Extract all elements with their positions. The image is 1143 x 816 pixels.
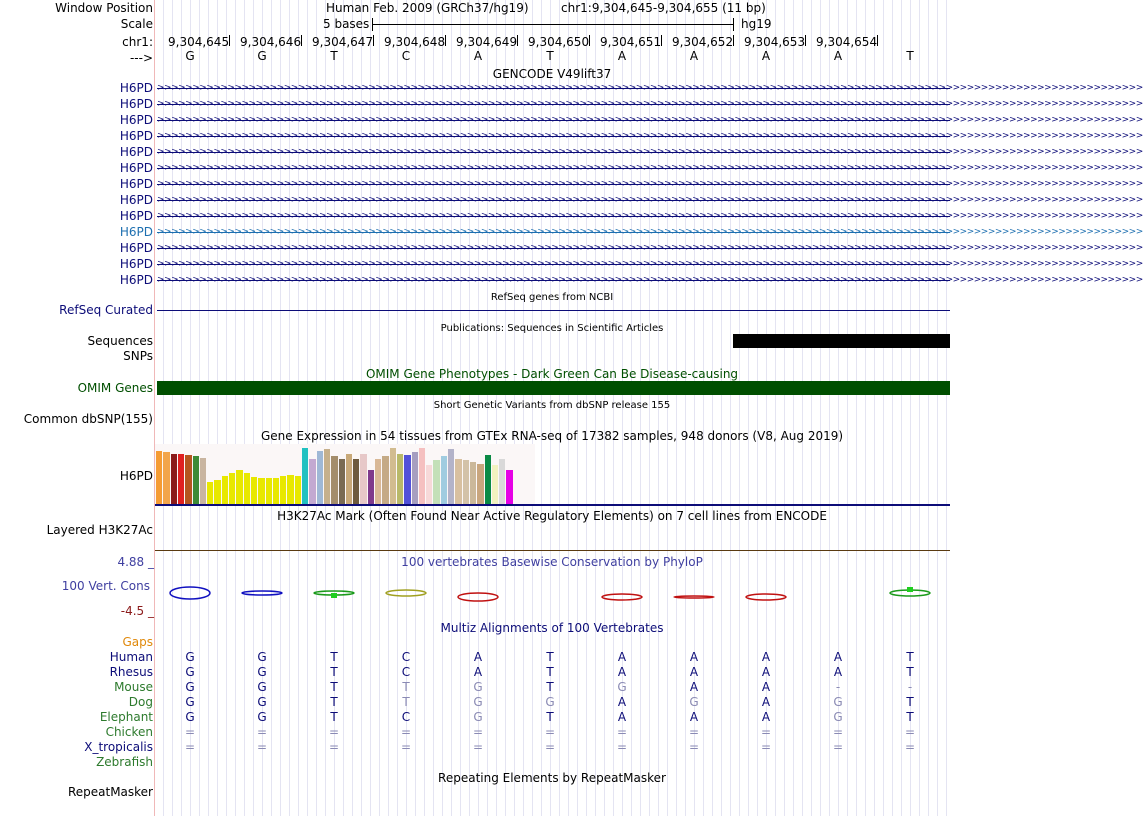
- gtex-tissue-bar[interactable]: [441, 456, 447, 504]
- gencode-strand-arrows: >>>>>>>>>>>>>>>>>>>>>>>>>>>>>>>>>>>>>>>>>>>>>>>>>>>>>>>>>>>>>>>>>>>>>>>>>>>>>>>>>>>>>>>>>>>>>>>>>>>>>>>>>>>>>>>>>>>>>>>>>>>>>>>>>>>>>>>>>>>>: [157, 163, 1143, 173]
- gtex-tissue-bar[interactable]: [331, 456, 337, 504]
- multiz-aligned-base: =: [472, 740, 484, 754]
- gtex-tissue-bar[interactable]: [375, 459, 381, 504]
- multiz-aligned-base: T: [330, 650, 338, 664]
- gtex-bar-chart[interactable]: [155, 444, 535, 504]
- gencode-row-label[interactable]: H6PD: [119, 225, 153, 239]
- gencode-row-label[interactable]: H6PD: [119, 241, 153, 255]
- gtex-tissue-bar[interactable]: [346, 454, 352, 504]
- multiz-aligned-base: G: [257, 695, 267, 709]
- gtex-tissue-bar[interactable]: [353, 459, 359, 504]
- multiz-species-label[interactable]: Elephant: [99, 710, 153, 724]
- pubs-track-label-snps[interactable]: SNPs: [123, 349, 153, 363]
- gencode-strand-arrows: >>>>>>>>>>>>>>>>>>>>>>>>>>>>>>>>>>>>>>>>>>>>>>>>>>>>>>>>>>>>>>>>>>>>>>>>>>>>>>>>>>>>>>>>>>>>>>>>>>>>>>>>>>>>>>>>>>>>>>>>>>>>>>>>>>>>>>>>>>>>: [157, 227, 1143, 237]
- gtex-tissue-bar[interactable]: [382, 456, 388, 504]
- multiz-aligned-base: =: [544, 740, 556, 754]
- chrom-label: chr1:: [122, 35, 153, 49]
- multiz-aligned-base: =: [832, 740, 844, 754]
- multiz-aligned-base: =: [256, 740, 268, 754]
- reference-base: T: [546, 49, 554, 63]
- cons-logo-mark: [386, 590, 426, 596]
- cons-track-title: 100 vertebrates Basewise Conservation by PhyloP: [401, 555, 703, 569]
- gtex-tissue-bar[interactable]: [266, 478, 272, 504]
- gtex-tissue-bar[interactable]: [295, 476, 301, 504]
- gtex-tissue-bar[interactable]: [156, 451, 162, 504]
- multiz-aligned-base: G: [473, 710, 483, 724]
- gencode-strand-arrows: >>>>>>>>>>>>>>>>>>>>>>>>>>>>>>>>>>>>>>>>>>>>>>>>>>>>>>>>>>>>>>>>>>>>>>>>>>>>>>>>>>>>>>>>>>>>>>>>>>>>>>>>>>>>>>>>>>>>>>>>>>>>>>>>>>>>>>>>>>>>: [157, 99, 1143, 109]
- gencode-row-label[interactable]: H6PD: [119, 113, 153, 127]
- gtex-tissue-bar[interactable]: [214, 480, 220, 504]
- multiz-aligned-base: G: [473, 680, 483, 694]
- omim-track-title: OMIM Gene Phenotypes - Dark Green Can Be Disease-causing: [365, 367, 739, 381]
- pubs-track-title: Publications: Sequences in Scientific Articles: [440, 323, 664, 334]
- cons-logo-marks[interactable]: [0, 583, 950, 613]
- multiz-aligned-base: C: [401, 710, 411, 724]
- multiz-aligned-base: =: [904, 740, 916, 754]
- gtex-tissue-bar[interactable]: [506, 470, 512, 504]
- gencode-strand-arrows: >>>>>>>>>>>>>>>>>>>>>>>>>>>>>>>>>>>>>>>>>>>>>>>>>>>>>>>>>>>>>>>>>>>>>>>>>>>>>>>>>>>>>>>>>>>>>>>>>>>>>>>>>>>>>>>>>>>>>>>>>>>>>>>>>>>>>>>>>>>>: [157, 115, 1143, 125]
- gencode-row-label[interactable]: H6PD: [119, 177, 153, 191]
- gencode-row-label[interactable]: H6PD: [119, 145, 153, 159]
- multiz-aligned-base: -: [835, 680, 841, 694]
- multiz-species-label[interactable]: Rhesus: [109, 665, 153, 679]
- multiz-species-label[interactable]: Mouse: [114, 680, 153, 694]
- multiz-species-label[interactable]: X_tropicalis: [84, 740, 153, 754]
- multiz-aligned-base: T: [906, 665, 914, 679]
- multiz-aligned-base: A: [833, 665, 843, 679]
- refseq-track-line[interactable]: [157, 310, 950, 311]
- cons-track-label[interactable]: 100 Vert. Cons: [61, 579, 150, 593]
- multiz-aligned-base: T: [402, 695, 410, 709]
- dbsnp-track-label[interactable]: Common dbSNP(155): [23, 412, 153, 426]
- gtex-tissue-bar[interactable]: [477, 464, 483, 504]
- multiz-aligned-base: T: [330, 680, 338, 694]
- window-position-label: Window Position: [55, 1, 153, 15]
- multiz-aligned-base: -: [907, 680, 913, 694]
- gtex-tissue-bar[interactable]: [236, 470, 242, 504]
- reference-base: A: [473, 49, 483, 63]
- gtex-tissue-bar[interactable]: [280, 476, 286, 504]
- ruler-tick-mark: [877, 35, 878, 46]
- multiz-aligned-base: =: [832, 725, 844, 739]
- multiz-aligned-base: G: [833, 695, 843, 709]
- multiz-aligned-base: A: [617, 650, 627, 664]
- cons-logo-mark: [746, 594, 786, 600]
- multiz-aligned-base: G: [185, 695, 195, 709]
- gtex-tissue-bar[interactable]: [287, 475, 293, 504]
- gencode-strand-arrows: >>>>>>>>>>>>>>>>>>>>>>>>>>>>>>>>>>>>>>>>>>>>>>>>>>>>>>>>>>>>>>>>>>>>>>>>>>>>>>>>>>>>>>>>>>>>>>>>>>>>>>>>>>>>>>>>>>>>>>>>>>>>>>>>>>>>>>>>>>>>: [157, 83, 1143, 93]
- ruler-tick-mark: [301, 35, 302, 46]
- ruler-tick-mark: [661, 35, 662, 46]
- ruler-tick-label: 9,304,648: [384, 35, 446, 49]
- gtex-tissue-bar[interactable]: [273, 478, 279, 504]
- gtex-tissue-bar[interactable]: [433, 460, 439, 504]
- gencode-strand-arrows: >>>>>>>>>>>>>>>>>>>>>>>>>>>>>>>>>>>>>>>>>>>>>>>>>>>>>>>>>>>>>>>>>>>>>>>>>>>>>>>>>>>>>>>>>>>>>>>>>>>>>>>>>>>>>>>>>>>>>>>>>>>>>>>>>>>>>>>>>>>>: [157, 131, 1143, 141]
- multiz-aligned-base: T: [546, 680, 554, 694]
- multiz-aligned-base: =: [328, 740, 340, 754]
- multiz-aligned-base: A: [617, 665, 627, 679]
- multiz-aligned-base: G: [185, 710, 195, 724]
- ruler-tick-label: 9,304,649: [456, 35, 518, 49]
- cons-logo-box: [907, 587, 913, 592]
- gtex-track-title: Gene Expression in 54 tissues from GTEx RNA-seq of 17382 samples, 948 donors (V8, Aug 2019): [260, 429, 844, 443]
- gtex-tissue-bar[interactable]: [207, 482, 213, 504]
- ruler-tick-label: 9,304,651: [600, 35, 662, 49]
- multiz-aligned-base: T: [330, 665, 338, 679]
- multiz-aligned-base: =: [688, 725, 700, 739]
- ruler-tick-mark: [229, 35, 230, 46]
- multiz-aligned-base: T: [906, 695, 914, 709]
- multiz-aligned-base: =: [400, 740, 412, 754]
- gtex-tissue-bar[interactable]: [499, 459, 505, 504]
- reference-base: A: [761, 49, 771, 63]
- gtex-tissue-bar[interactable]: [185, 455, 191, 504]
- ruler-tick-label: 9,304,653: [744, 35, 806, 49]
- reference-base: A: [689, 49, 699, 63]
- multiz-aligned-base: =: [616, 725, 628, 739]
- multiz-aligned-base: A: [617, 710, 627, 724]
- scale-bar-right-tick: [733, 18, 734, 31]
- multiz-aligned-base: G: [617, 680, 627, 694]
- cons-logo-mark: [458, 593, 498, 601]
- multiz-aligned-base: T: [906, 710, 914, 724]
- refseq-track-title: RefSeq genes from NCBI: [490, 292, 614, 303]
- multiz-aligned-base: =: [688, 740, 700, 754]
- gtex-tissue-bar[interactable]: [492, 465, 498, 504]
- multiz-aligned-base: =: [472, 725, 484, 739]
- position-readout[interactable]: chr1:9,304,645-9,304,655 (11 bp): [561, 1, 766, 15]
- gtex-tissue-bar[interactable]: [163, 452, 169, 504]
- multiz-species-label[interactable]: Zebrafish: [96, 755, 153, 769]
- dbsnp-track-title: Short Genetic Variants from dbSNP release 155: [433, 400, 671, 411]
- gtex-tissue-bar[interactable]: [463, 460, 469, 504]
- gtex-tissue-bar[interactable]: [485, 455, 491, 504]
- ruler-tick-label: 9,304,646: [240, 35, 302, 49]
- multiz-aligned-base: T: [330, 710, 338, 724]
- omim-feature-block[interactable]: [157, 381, 950, 395]
- multiz-aligned-base: A: [473, 650, 483, 664]
- cons-axis-max: 4.88 _: [117, 555, 154, 569]
- cons-logo-mark: [170, 587, 210, 599]
- multiz-species-label[interactable]: Chicken: [105, 725, 153, 739]
- cons-logo-mark: [674, 596, 714, 598]
- multiz-aligned-base: G: [257, 680, 267, 694]
- multiz-aligned-base: A: [617, 695, 627, 709]
- multiz-track-title: Multiz Alignments of 100 Vertebrates: [440, 621, 664, 635]
- h3k27ac-track-label[interactable]: Layered H3K27Ac: [46, 523, 153, 537]
- ruler-tick-mark: [517, 35, 518, 46]
- gtex-tissue-bar[interactable]: [317, 451, 323, 504]
- multiz-aligned-base: =: [400, 725, 412, 739]
- gtex-tissue-bar[interactable]: [193, 456, 199, 504]
- ruler-tick-label: 9,304,652: [672, 35, 734, 49]
- multiz-aligned-base: A: [473, 665, 483, 679]
- gtex-tissue-bar[interactable]: [426, 465, 432, 504]
- scale-bar-left-tick: [372, 18, 373, 31]
- multiz-aligned-base: =: [184, 740, 196, 754]
- gtex-tissue-bar[interactable]: [229, 473, 235, 504]
- pubs-track-label-sequences[interactable]: Sequences: [87, 334, 153, 348]
- ruler-tick-mark: [445, 35, 446, 46]
- multiz-aligned-base: T: [330, 695, 338, 709]
- reference-base: T: [906, 49, 914, 63]
- gtex-tissue-bar[interactable]: [178, 454, 184, 504]
- gtex-tissue-bar[interactable]: [419, 448, 425, 504]
- gencode-row-label[interactable]: H6PD: [119, 257, 153, 271]
- ruler-tick-mark: [589, 35, 590, 46]
- gencode-row-label[interactable]: H6PD: [119, 81, 153, 95]
- cons-logo-mark: [602, 594, 642, 600]
- h3k27ac-baseline: [155, 550, 950, 551]
- multiz-aligned-base: G: [833, 710, 843, 724]
- gencode-row-label[interactable]: H6PD: [119, 209, 153, 223]
- gtex-tissue-bar[interactable]: [171, 454, 177, 504]
- gencode-row-label[interactable]: H6PD: [119, 129, 153, 143]
- multiz-aligned-base: =: [184, 725, 196, 739]
- gaps-label[interactable]: Gaps: [122, 635, 153, 649]
- repeatmasker-track-title: Repeating Elements by RepeatMasker: [438, 771, 666, 785]
- gtex-tissue-bar[interactable]: [470, 462, 476, 504]
- gtex-tissue-bar[interactable]: [455, 459, 461, 504]
- pubs-feature-block[interactable]: [733, 334, 950, 348]
- gencode-row-label[interactable]: H6PD: [119, 273, 153, 287]
- scale-label: Scale: [120, 17, 153, 31]
- label-separator: [154, 0, 155, 816]
- ruler-tick-mark: [805, 35, 806, 46]
- gencode-row-label[interactable]: H6PD: [119, 161, 153, 175]
- gtex-tissue-bar[interactable]: [339, 459, 345, 504]
- gtex-tissue-bar[interactable]: [258, 478, 264, 504]
- multiz-aligned-base: =: [760, 740, 772, 754]
- gtex-track-baseline: [155, 504, 950, 506]
- gtex-tissue-bar[interactable]: [302, 448, 308, 504]
- multiz-aligned-base: T: [402, 680, 410, 694]
- cons-logo-box: [331, 593, 337, 598]
- gencode-row-label[interactable]: H6PD: [119, 97, 153, 111]
- multiz-aligned-base: T: [546, 650, 554, 664]
- multiz-aligned-base: G: [257, 710, 267, 724]
- gtex-tissue-bar[interactable]: [200, 458, 206, 504]
- multiz-aligned-base: =: [544, 725, 556, 739]
- cons-logo-mark: [242, 591, 282, 595]
- ruler-tick-label: 9,304,650: [528, 35, 590, 49]
- multiz-aligned-base: A: [761, 665, 771, 679]
- multiz-aligned-base: A: [833, 650, 843, 664]
- reference-base: A: [833, 49, 843, 63]
- gtex-tissue-bar[interactable]: [412, 452, 418, 504]
- gtex-tissue-bar[interactable]: [368, 470, 374, 504]
- multiz-species-label[interactable]: Dog: [128, 695, 153, 709]
- h3k27ac-track-title: H3K27Ac Mark (Often Found Near Active Regulatory Elements) on 7 cell lines from ENCODE: [277, 509, 827, 523]
- multiz-aligned-base: A: [761, 650, 771, 664]
- gtex-tissue-bar[interactable]: [448, 449, 454, 504]
- multiz-aligned-base: G: [689, 695, 699, 709]
- gtex-tissue-bar[interactable]: [309, 459, 315, 504]
- scale-text: 5 bases: [323, 17, 370, 31]
- multiz-aligned-base: G: [257, 665, 267, 679]
- gencode-row-label[interactable]: H6PD: [119, 193, 153, 207]
- gtex-tissue-bar[interactable]: [404, 455, 410, 504]
- gtex-tissue-bar[interactable]: [244, 473, 250, 504]
- gencode-strand-arrows: >>>>>>>>>>>>>>>>>>>>>>>>>>>>>>>>>>>>>>>>>>>>>>>>>>>>>>>>>>>>>>>>>>>>>>>>>>>>>>>>>>>>>>>>>>>>>>>>>>>>>>>>>>>>>>>>>>>>>>>>>>>>>>>>>>>>>>>>>>>>: [157, 179, 1143, 189]
- multiz-aligned-base: A: [689, 650, 699, 664]
- multiz-aligned-base: =: [616, 740, 628, 754]
- multiz-aligned-base: T: [546, 710, 554, 724]
- multiz-aligned-base: G: [545, 695, 555, 709]
- multiz-aligned-base: =: [256, 725, 268, 739]
- multiz-aligned-base: G: [185, 650, 195, 664]
- gencode-strand-arrows: >>>>>>>>>>>>>>>>>>>>>>>>>>>>>>>>>>>>>>>>>>>>>>>>>>>>>>>>>>>>>>>>>>>>>>>>>>>>>>>>>>>>>>>>>>>>>>>>>>>>>>>>>>>>>>>>>>>>>>>>>>>>>>>>>>>>>>>>>>>>: [157, 147, 1143, 157]
- gencode-strand-arrows: >>>>>>>>>>>>>>>>>>>>>>>>>>>>>>>>>>>>>>>>>>>>>>>>>>>>>>>>>>>>>>>>>>>>>>>>>>>>>>>>>>>>>>>>>>>>>>>>>>>>>>>>>>>>>>>>>>>>>>>>>>>>>>>>>>>>>>>>>>>>: [157, 195, 1143, 205]
- gtex-tissue-bar[interactable]: [390, 448, 396, 504]
- ruler-tick-label: 9,304,647: [312, 35, 374, 49]
- ruler-tick-mark: [373, 35, 374, 46]
- multiz-aligned-base: G: [185, 665, 195, 679]
- multiz-aligned-base: =: [760, 725, 772, 739]
- strand-label: --->: [129, 51, 153, 65]
- ruler-tick-label: 9,304,645: [168, 35, 230, 49]
- gtex-tissue-bar[interactable]: [397, 454, 403, 504]
- multiz-aligned-base: G: [257, 650, 267, 664]
- gtex-tissue-bar[interactable]: [251, 477, 257, 504]
- multiz-aligned-base: =: [904, 725, 916, 739]
- multiz-species-label[interactable]: Human: [109, 650, 153, 664]
- gencode-strand-arrows: >>>>>>>>>>>>>>>>>>>>>>>>>>>>>>>>>>>>>>>>>>>>>>>>>>>>>>>>>>>>>>>>>>>>>>>>>>>>>>>>>>>>>>>>>>>>>>>>>>>>>>>>>>>>>>>>>>>>>>>>>>>>>>>>>>>>>>>>>>>>: [157, 211, 1143, 221]
- gencode-strand-arrows: >>>>>>>>>>>>>>>>>>>>>>>>>>>>>>>>>>>>>>>>>>>>>>>>>>>>>>>>>>>>>>>>>>>>>>>>>>>>>>>>>>>>>>>>>>>>>>>>>>>>>>>>>>>>>>>>>>>>>>>>>>>>>>>>>>>>>>>>>>>>: [157, 275, 1143, 285]
- multiz-aligned-base: A: [689, 665, 699, 679]
- multiz-aligned-base: A: [689, 710, 699, 724]
- reference-base: A: [617, 49, 627, 63]
- gencode-track-title: GENCODE V49lift37: [492, 67, 612, 81]
- cons-axis-min: -4.5 _: [120, 604, 154, 618]
- ruler-tick-mark: [733, 35, 734, 46]
- gencode-strand-arrows: >>>>>>>>>>>>>>>>>>>>>>>>>>>>>>>>>>>>>>>>>>>>>>>>>>>>>>>>>>>>>>>>>>>>>>>>>>>>>>>>>>>>>>>>>>>>>>>>>>>>>>>>>>>>>>>>>>>>>>>>>>>>>>>>>>>>>>>>>>>>: [157, 243, 1143, 253]
- gtex-tissue-bar[interactable]: [360, 454, 366, 504]
- multiz-aligned-base: A: [689, 680, 699, 694]
- reference-base: C: [401, 49, 411, 63]
- multiz-aligned-base: T: [906, 650, 914, 664]
- scale-bar: [372, 24, 733, 25]
- assembly-title: Human Feb. 2009 (GRCh37/hg19): [326, 1, 529, 15]
- multiz-aligned-base: C: [401, 650, 411, 664]
- refseq-track-label[interactable]: RefSeq Curated: [59, 303, 153, 317]
- repeatmasker-track-label[interactable]: RepeatMasker: [67, 785, 153, 799]
- multiz-aligned-base: A: [761, 680, 771, 694]
- multiz-aligned-base: C: [401, 665, 411, 679]
- multiz-aligned-base: A: [761, 695, 771, 709]
- multiz-aligned-base: T: [546, 665, 554, 679]
- multiz-aligned-base: =: [328, 725, 340, 739]
- reference-base: G: [185, 49, 195, 63]
- reference-base: T: [330, 49, 338, 63]
- gencode-strand-arrows: >>>>>>>>>>>>>>>>>>>>>>>>>>>>>>>>>>>>>>>>>>>>>>>>>>>>>>>>>>>>>>>>>>>>>>>>>>>>>>>>>>>>>>>>>>>>>>>>>>>>>>>>>>>>>>>>>>>>>>>>>>>>>>>>>>>>>>>>>>>>: [157, 259, 1143, 269]
- gtex-tissue-bar[interactable]: [222, 476, 228, 504]
- reference-base: G: [257, 49, 267, 63]
- multiz-aligned-base: G: [185, 680, 195, 694]
- gtex-track-label[interactable]: H6PD: [119, 469, 153, 483]
- db-label: hg19: [741, 17, 772, 31]
- gtex-tissue-bar[interactable]: [324, 449, 330, 504]
- omim-track-label[interactable]: OMIM Genes: [77, 381, 153, 395]
- ruler-tick-label: 9,304,654: [816, 35, 878, 49]
- multiz-aligned-base: A: [761, 710, 771, 724]
- multiz-aligned-base: G: [473, 695, 483, 709]
